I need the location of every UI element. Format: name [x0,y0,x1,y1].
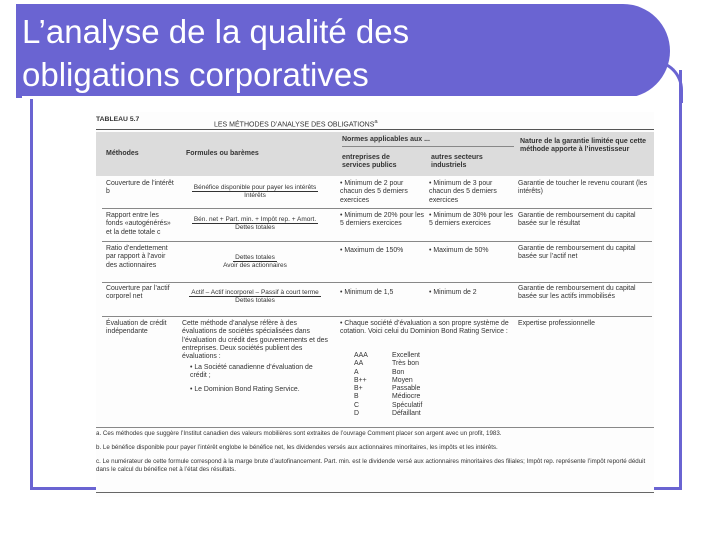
row2-formula [180,216,330,232]
caption-note-ref: a [374,119,378,125]
row3-norm-utilities: • Maximum de 150% [340,247,426,255]
slide-title [22,10,622,96]
rating-row: AA Très bon [354,360,419,368]
row1-formula-num: Bénéfice disponible pour payer les intérêts [193,184,317,191]
header-methods: Méthodes [106,150,139,157]
rating-row: D Défaillant [354,410,421,418]
frame-left-line [30,98,33,488]
row1-formula-den: Intérêts [244,192,266,199]
table-number: TABLEAU 5.7 [96,116,140,123]
row4-method: Couverture par l’actif corporel net [106,285,170,301]
table-top-rule [96,129,654,130]
row4-formula-den: Dettes totales [235,297,275,304]
row4-norm-other: • Minimum de 2 [429,289,515,297]
frame-right-line [679,70,682,490]
row5-formula-bullet-1: • La Société canadienne d’évaluation de crédit ; [190,364,330,381]
row5-method: Évaluation de crédit indépendante [106,320,167,336]
row3-formula-den: Avoir des actionnaires [223,262,287,269]
slide-title-line-1: L’analyse de la qualité des [22,13,410,50]
note-b: b. Le bénéfice disponible pour payer l’intérêt englobe le bénéfice net, les dividendes versés aux actionnaires minoritaires, les impôts et les intérêts. [96,444,498,451]
row4-norm-utilities: • Minimum de 1,5 [340,289,426,297]
row3-rule [102,282,652,283]
row1-norm-other: • Minimum de 3 pour chacun des 5 derniers exercices [429,180,515,205]
note-a: a. Ces méthodes que suggère l’Institut canadien des valeurs mobilières sont extraites de l’ouvrage Comment placer son argent avec un profit, 1983. [96,430,502,437]
row3-formula-num: Dettes totales [235,254,275,261]
rating-scale [354,352,422,418]
row5-guarantee: Expertise professionnelle [518,320,595,327]
header-formulas: Formules ou barèmes [186,150,259,157]
row4-formula [180,289,330,305]
row1-formula [180,184,330,200]
title-underline [22,96,638,99]
header-norms-rule [342,146,514,147]
table-bottom-rule [96,492,654,493]
row1-guarantee: Garantie de toucher le revenu courant (les intérêts) [518,180,648,196]
rating-row: C Spéculatif [354,401,423,409]
rating-row: B Médiocre [354,393,421,401]
row2-method: Rapport entre les fonds «autogénérés» et la dette totale c [106,212,171,236]
row2-norm-utilities: • Minimum de 20% pour les 5 derniers exercices [340,212,426,229]
table-notes [96,430,654,474]
row1-norm-utilities: • Minimum de 2 pour chacun des 5 derniers exercices [340,180,426,205]
header-guarantee: Nature de la garantie limitée que cette méthode apporte à l’investisseur [520,138,647,154]
rating-row: AAA Excellent [354,352,420,359]
row2-norm-other: • Minimum de 30% pour les 5 derniers exercices [429,212,515,229]
note-c: c. Le numérateur de cette formule correspond à la marge brute d’autofinancement. Part. min. est le dividende versé aux actionnaires minoritaires des filiales; Impôt rep. représente l’impôt reporté déduit dans le calcul du bénéfice net à l’état des résultats. [96,458,646,473]
header-other: autres secteurs industriels [431,154,483,170]
row2-formula-num: Bén. net + Part. min. + Impôt rep. + Amort. [193,216,317,223]
row3-method: Ratio d’endettement par rapport à l’avoir des actionnaires [106,245,168,269]
rating-row: A Bon [354,368,405,376]
row2-guarantee: Garantie de remboursement du capital basée sur le résultat [518,212,636,228]
slide-title-line-2: obligations corporatives [22,56,369,93]
row3-guarantee: Garantie de remboursement du capital basée sur l’actif net [518,245,636,261]
row5-formula-text: Cette méthode d’analyse réfère à des évaluations de sociétés spécialisées dans l’évaluation du crédit des gouvernements et des entreprises. Deux sociétés publient des évaluations : [182,320,328,361]
header-norms: Normes applicables aux ... [342,136,430,143]
row4-guarantee: Garantie de remboursement du capital basée sur les actifs immobilisés [518,285,636,301]
frame-corner [640,60,683,103]
table-caption: LES MÉTHODES D’ANALYSE DES OBLIGATIONS$^a$ [214,119,378,129]
row1-method: Couverture de l’intérêt b [106,180,174,196]
row1-rule [102,208,652,209]
rating-row: B++ Moyen [354,376,413,384]
scanned-table-image [96,112,654,497]
row2-formula-den: Dettes totales [235,224,275,231]
row3-formula [180,254,330,270]
row3-norm-other: • Maximum de 50% [429,247,515,255]
row4-rule [102,316,652,317]
row2-rule [102,241,652,242]
notes-rule [96,427,654,428]
row5-formula-bullet-2: • Le Dominion Bond Rating Service. [190,386,330,394]
row5-norm-text: • Chaque société d’évaluation a son propre système de cotation. Voici celui du Dominion Bond Rating Service : [340,320,510,337]
header-utilities: entreprises de services publics [342,154,397,170]
row4-formula-num: Actif – Actif incorporel – Passif à court terme [191,289,319,296]
rating-row: B+ Passable [354,385,421,393]
